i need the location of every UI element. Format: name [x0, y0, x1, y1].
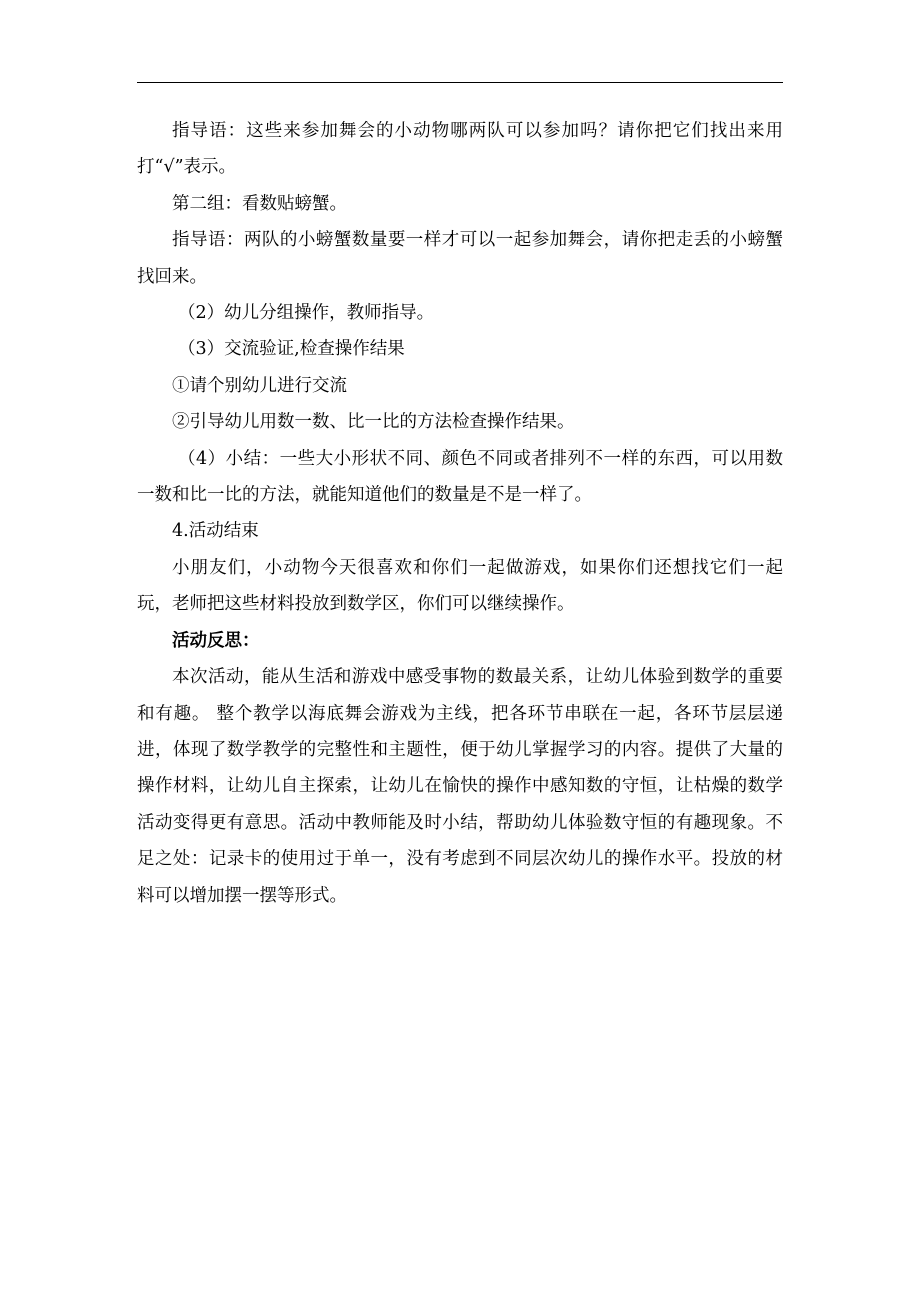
reflection-heading: 活动反思： — [172, 630, 260, 651]
step-3-item-1: ①请个别幼儿进行交流 — [172, 375, 347, 396]
guidance-paragraph-1: 指导语：这些来参加舞会的小动物哪两队可以参加吗？请你把它们找出来用打“√”表示。 — [137, 121, 783, 178]
step-2-paragraph: （2）幼儿分组操作，教师指导。 — [178, 303, 435, 324]
step-3-item-2: ②引导幼儿用数一数、比一比的方法检查操作结果。 — [172, 412, 575, 433]
guidance-paragraph-2: 指导语：两队的小螃蟹数量要一样才可以一起参加舞会，请你把走丢的小螃蟹找回来。 — [137, 230, 783, 287]
reflection-paragraph: 本次活动，能从生活和游戏中感受事物的数最关系，让幼儿体验到数学的重要和有趣。 整个教学以海底舞会游戏为主线，把各环节串联在一起，各环节层层递进，体现了数学教学的完整性和主题性，便于幼儿掌握学习的内容。提供了大量的操作材料，让幼儿自主探索，让幼儿在愉快的操作中感知数的守恒，让枯燥的数学活动变得更有意思。活动中教师能及时小结，帮助幼儿体验数守恒的有趣现象。不足之处：记录卡的使用过于单一，没有考虑到不同层次幼儿的操作水平。投放的材料可以增加摆一摆等形式。 — [137, 667, 783, 906]
step-3-paragraph: （3）交流验证,检查操作结果 — [178, 339, 405, 360]
activity-end-paragraph: 小朋友们，小动物今天很喜欢和你们一起做游戏，如果你们还想找它们一起玩，老师把这些材料投放到数学区，你们可以继续操作。 — [137, 557, 783, 615]
activity-end-heading: 4.活动结束 — [172, 521, 259, 542]
group-two-heading: 第二组：看数贴螃蟹。 — [172, 193, 347, 214]
header-rule — [137, 82, 783, 83]
step-4-summary-paragraph: （4）小结：一些大小形状不同、颜色不同或者排列不一样的东西，可以用数一数和比一比的方法，就能知道他们的数量是不是一样了。 — [137, 448, 783, 506]
document-body — [137, 113, 783, 914]
